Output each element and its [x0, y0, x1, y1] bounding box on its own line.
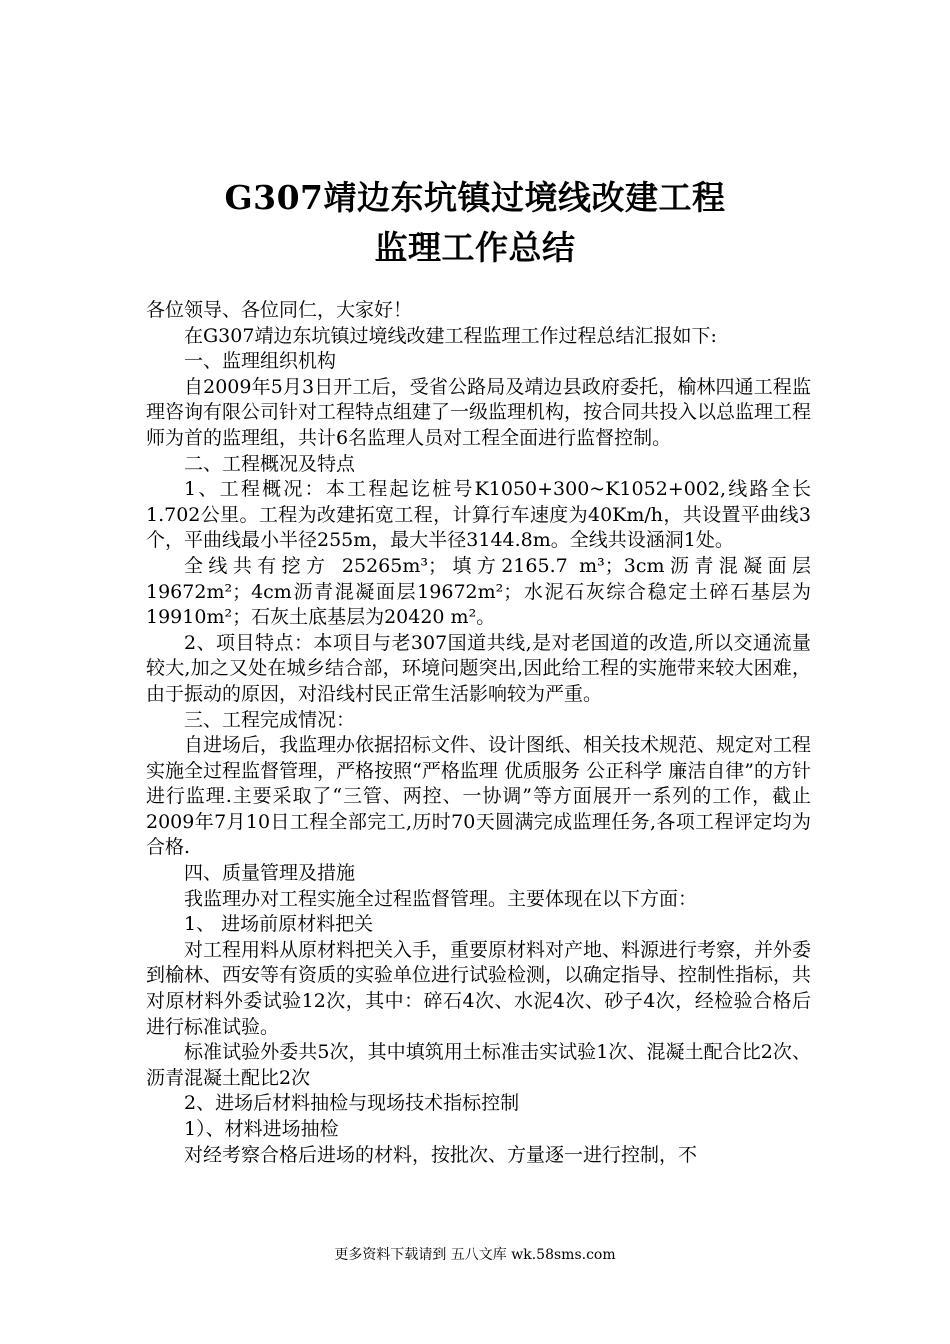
overview-paragraph: 1、工程概况：本工程起讫桩号K1050+300~K1052+002,线路全长1.702公里。工程为改建拓宽工程，计算行车速度为40Km/h，共设置平曲线3个，平曲线最小半径255m，最大半径3144.8m。全线共设涵洞1处。: [146, 478, 811, 552]
raw-materials-paragraph: 对工程用料从原材料把关入手，重要原材料对产地、料源进行考察，并外委到榆林、西安等有资质的实验单位进行试验检测，以确定指导、控制性指标，共对原材料外委试验12次，其中：碎石4次、水泥4次、砂子4次，经检验合格后进行标准试验。: [146, 938, 812, 1038]
section-heading-completion: 三、工程完成情况：: [184, 708, 356, 731]
completion-paragraph: 自进场后，我监理办依据招标文件、设计图纸、相关技术规范、规定对工程实施全过程监督管理，严格按照“严格监理 优质服务 公正科学 廉洁自律”的方针进行监理.主要采取了“三管、两控、一协调”等方面展开一系列的工作，截止2009年7月10日工程全部完工,历时70天圆满完成监理任务,各项工程评定均为合格.: [146, 734, 812, 859]
quantities-paragraph: 全线共有挖方 25265m³；填方2165.7 m³；3cm沥青混凝面层19672m²；4cm沥青混凝面层19672m²；水泥石灰综合稳定土碎石基层为19910m²；石灰土底基层为20420 m²。: [146, 554, 811, 629]
document-title-line1: G307靖边东坑镇过境线改建工程: [224, 178, 726, 217]
organization-paragraph: 自2009年5月3日开工后，受省公路局及靖边县政府委托，榆林四通工程监理咨询有限公司针对工程特点组建了一级监理机构，按合同共投入以总监理工程师为首的监理组，共计6名监理人员对工程全面进行监督控制。: [146, 375, 812, 449]
section-heading-quality: 四、质量管理及措施: [184, 862, 356, 885]
document-title-line2: 监理工作总结: [374, 228, 576, 267]
material-entry-paragraph: 对经考察合格后进场的材料，按批次、方量逐一进行控制，不: [184, 1143, 698, 1166]
intro-paragraph: 在G307靖边东坑镇过境线改建工程监理工作过程总结汇报如下:: [184, 324, 717, 347]
footer-link-text[interactable]: 更多资料下载请到 五八文库 wk.58sms.com: [334, 1247, 616, 1263]
features-paragraph: 2、项目特点：本项目与老307国道共线,是对老国道的改造,所以交通流量较大,加之又处在城乡结合部，环境问题突出,因此给工程的实施带来较大困难，由于振动的原因，对沿线村民正常生活影响较为严重。: [146, 631, 811, 705]
section-heading-overview: 二、工程概况及特点: [184, 452, 356, 475]
greeting-paragraph: 各位领导、各位同仁，大家好！: [146, 299, 413, 321]
section-heading-organization: 一、监理组织机构: [184, 350, 337, 373]
standard-tests-paragraph: 标准试验外委共5次，其中填筑用土标准击实试验1次、混凝土配合比2次、沥青混凝土配比2次: [146, 1041, 811, 1089]
quality-paragraph: 我监理办对工程实施全过程监督管理。主要体现在以下方面：: [184, 887, 698, 910]
subheading-sampling: 2、进场后材料抽检与现场技术指标控制: [184, 1092, 520, 1115]
subheading-raw-materials: 1、 进场前原材料把关: [184, 913, 374, 936]
document-body: [146, 298, 811, 1168]
subheading-material-entry: 1）、材料进场抽检: [184, 1118, 339, 1140]
